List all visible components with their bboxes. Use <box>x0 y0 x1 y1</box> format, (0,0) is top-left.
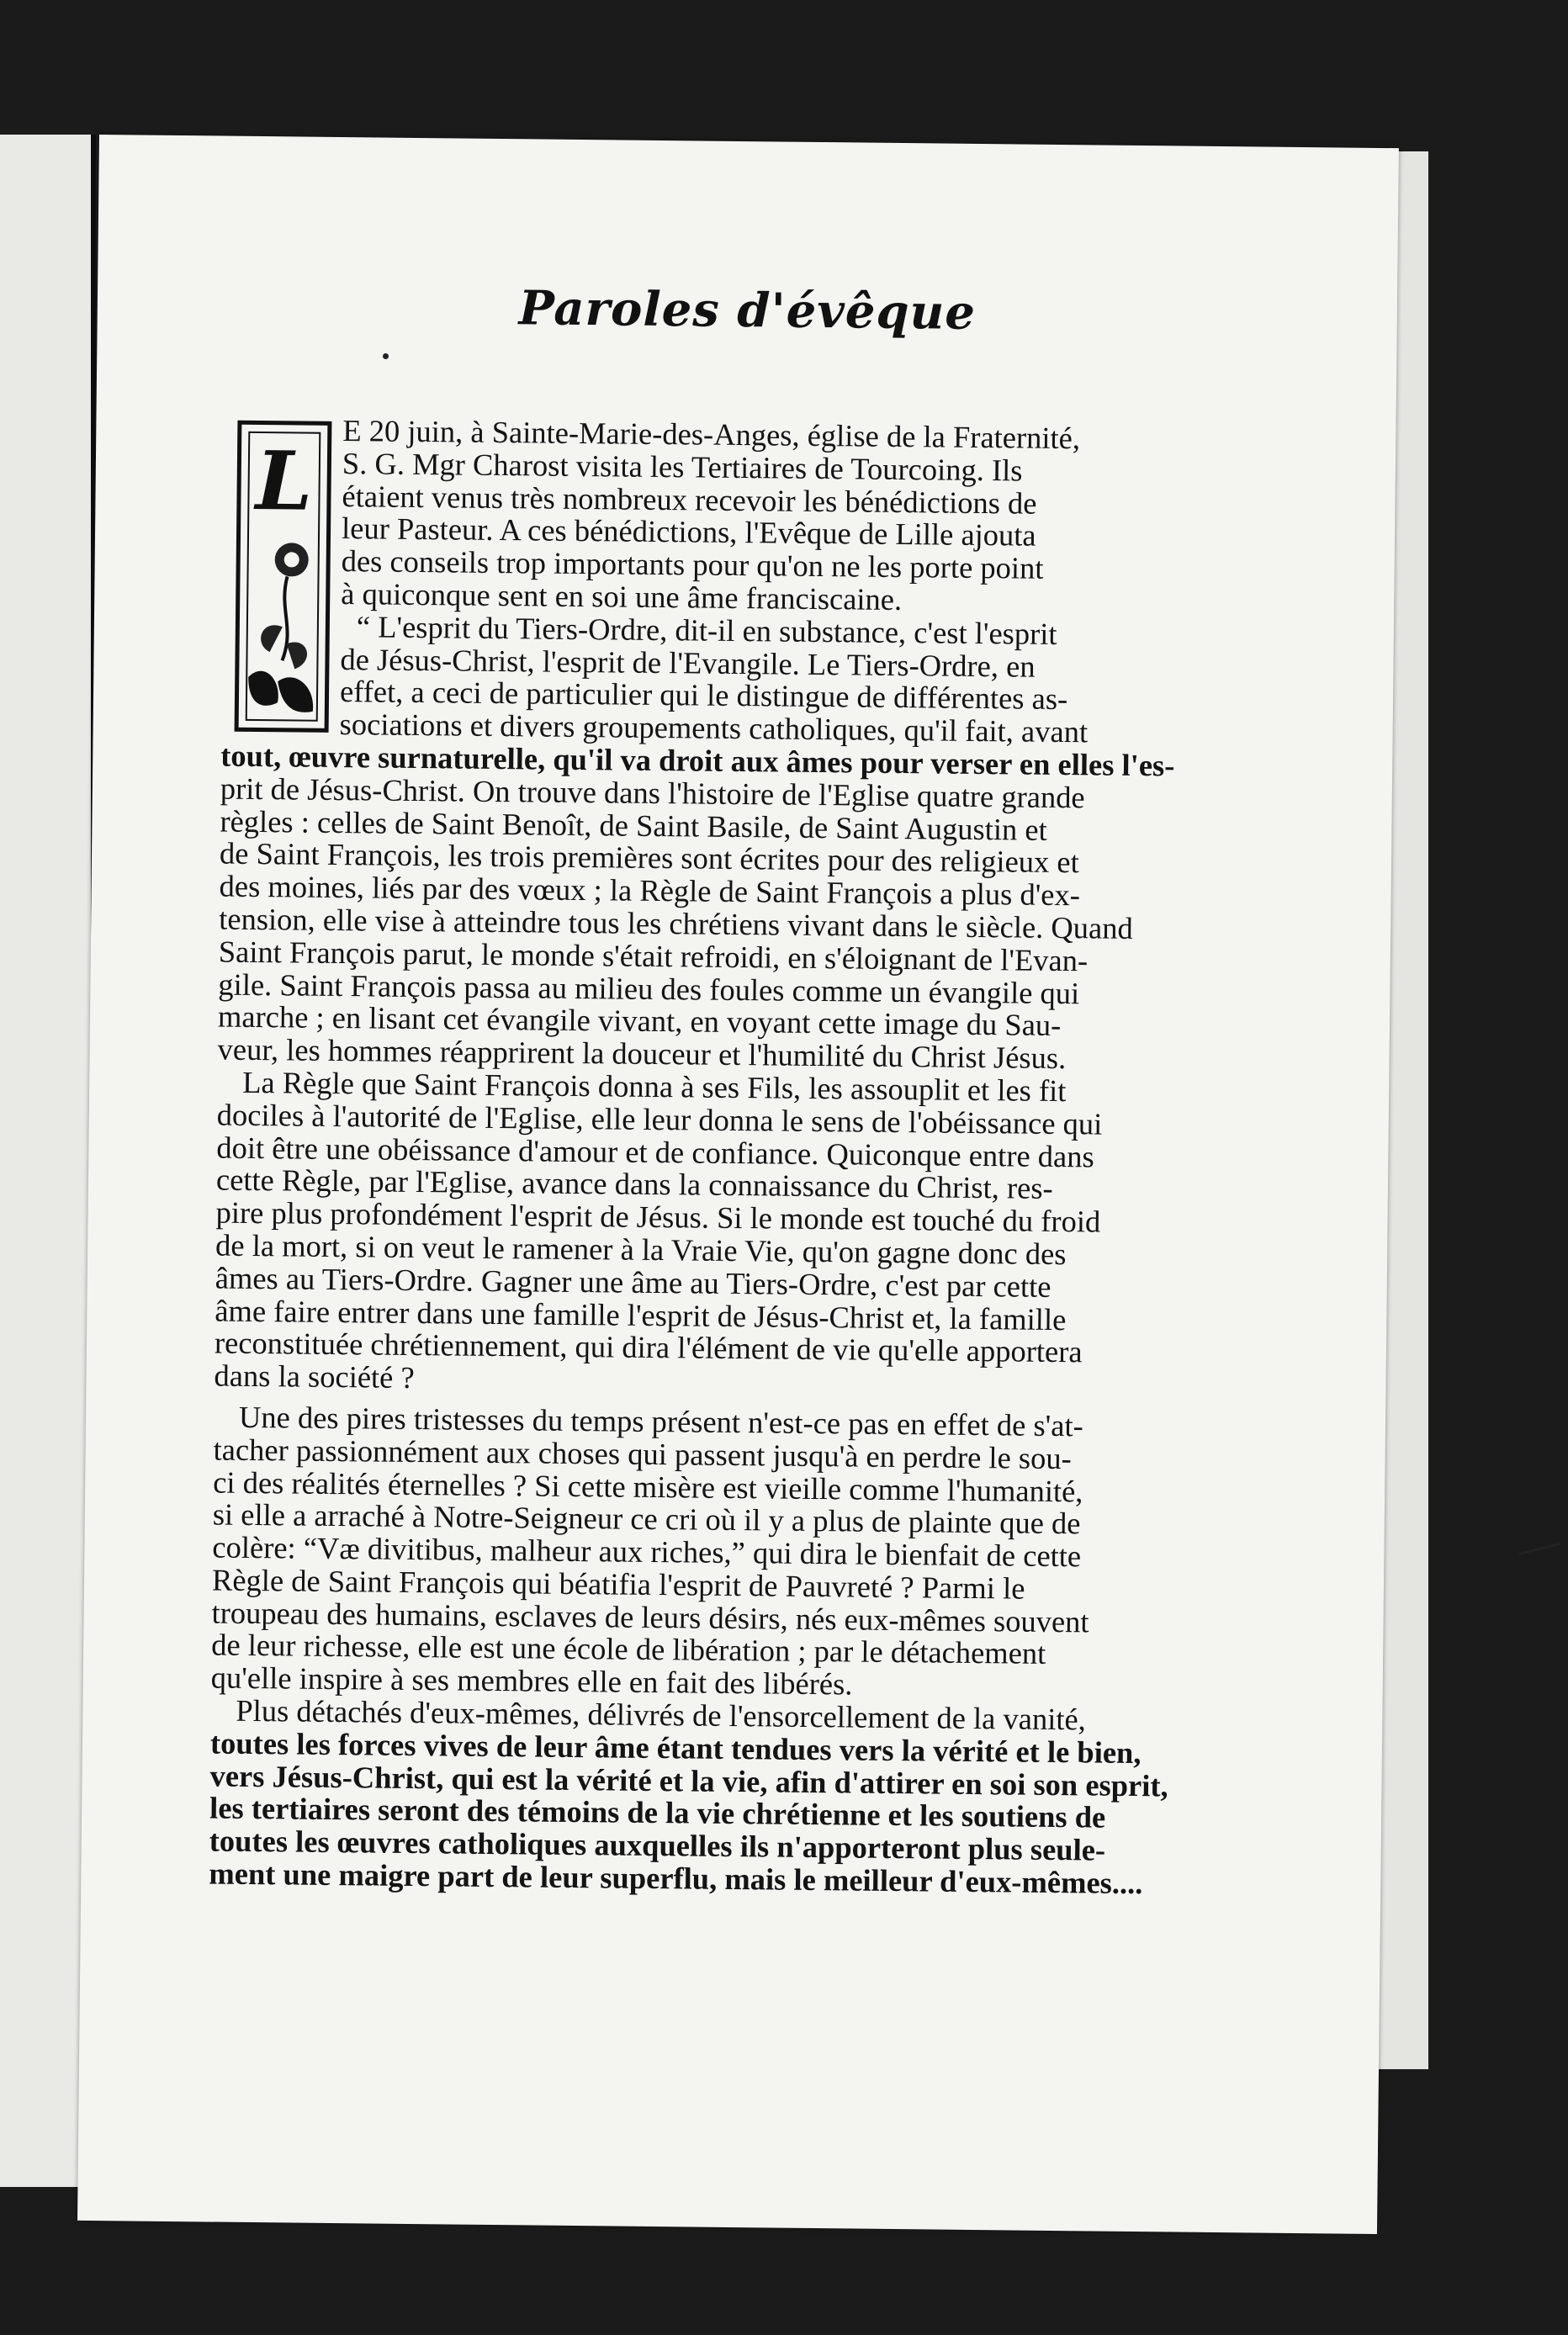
scratch-mark <box>1518 1543 1560 1555</box>
text-line: ment une maigre part de leur superflu, mais le meilleur d'eux-mêmes.... <box>209 1856 1143 1901</box>
text-line: dans la société ? <box>214 1358 415 1395</box>
text-line: prit de Jésus-Christ. On trouve dans l'histoire de l'Eglise quatre grande <box>220 770 1085 815</box>
text-line: ci des réalités éternelles ? Si cette misère est vieille comme l'humanité, <box>213 1464 1083 1508</box>
text-line: de Saint François, les trois premières sont écrites pour des religieux et <box>219 835 1079 880</box>
text-line: toutes les œuvres catholiques auxquelles ils n'apporteront plus seule- <box>209 1823 1106 1867</box>
dust-speck <box>383 353 389 359</box>
text-line: cette Règle, par l'Eglise, avance dans la connaissance du Christ, res- <box>215 1162 1053 1206</box>
text-line: règles : celles de Saint Benoît, de Saint Basile, de Saint Augustin et <box>220 803 1047 847</box>
text-line: étaient venus très nombreux recevoir les bénédictions de <box>342 478 1037 521</box>
text-line: de la mort, si on veut le ramener à la Vraie Vie, qu'on gagne donc des <box>215 1227 1067 1272</box>
text-line: âme faire entrer dans une famille l'esprit de Jésus-Christ et, la famille <box>215 1293 1067 1337</box>
text-line: Une des pires tristesses du temps présent n'est-ce pas en effet de s'at- <box>238 1399 1083 1443</box>
text-line: les tertiaires seront des témoins de la vie chrétienne et les soutiens de <box>209 1790 1106 1835</box>
dropcap-letter: L <box>255 432 314 529</box>
text-line: âmes au Tiers-Ordre. Gagner une âme au Tiers-Ordre, c'est par cette <box>215 1260 1052 1304</box>
text-line: S. G. Mgr Charost visita les Tertiaires de Tourcoing. Ils <box>342 445 1023 488</box>
text-line: qu'elle inspire à ses membres elle en fait des libérés. <box>210 1660 853 1702</box>
text-line: leur Pasteur. A ces bénédictions, l'Evêque de Lille ajouta <box>341 511 1036 553</box>
text-line: toutes les forces vives de leur âme étant tendues vers la vérité et le bien, <box>209 1725 1142 1770</box>
text-line: tacher passionnément aux choses qui passent jusqu'à en perdre le sou- <box>213 1432 1072 1475</box>
text-line: Saint François parut, le monde s'était refroidi, en s'éloignant de l'Evan- <box>218 934 1089 978</box>
text-line: sociations et divers groupements catholiques, qu'il fait, avant <box>339 707 1089 749</box>
text-line: troupeau des humains, esclaves de leurs désirs, nés eux-mêmes souvent <box>211 1595 1089 1639</box>
text-line: de leur richesse, elle est une école de libération ; par le détachement <box>210 1627 1046 1671</box>
text-line: marche ; en lisant cet évangile vivant, en voyant cette image du Sau- <box>217 998 1062 1043</box>
document-page <box>77 135 1399 2234</box>
page-title: Paroles d'évêque <box>518 280 977 341</box>
text-line: Plus détachés d'eux-mêmes, délivrés de l'ensorcellement de la vanité, <box>236 1692 1087 1737</box>
text-line: doit être une obéissance d'amour et de confiance. Quiconque entre dans <box>216 1130 1094 1173</box>
text-line: vers Jésus-Christ, qui est la vérité et la vie, afin d'attirer en soi son esprit, <box>209 1758 1168 1803</box>
article-body <box>209 414 1258 1902</box>
text-line: E 20 juin, à Sainte-Marie-des-Anges, église de la Fraternité, <box>342 413 1081 456</box>
text-line: dociles à l'autorité de l'Eglise, elle leur donna le sens de l'obéissance qui <box>216 1097 1103 1141</box>
text-line: à quiconque sent en soi une âme franciscaine. <box>341 576 903 617</box>
text-line: “ L'esprit du Tiers-Ordre, dit-il en substance, c'est l'esprit <box>356 609 1057 651</box>
text-line: des moines, liés par des vœux ; la Règle de Saint François a plus d'ex- <box>219 868 1081 913</box>
text-line: veur, les hommes réapprirent la douceur et l'humilité du Christ Jésus. <box>217 1031 1067 1076</box>
text-line: de Jésus-Christ, l'esprit de l'Evangile. Le Tiers-Ordre, en <box>340 641 1036 684</box>
text-line: La Règle que Saint François donna à ses Fils, les assouplit et les fit <box>242 1064 1067 1109</box>
text-line: pire plus profondément l'esprit de Jésus. Si le monde est touché du froid <box>215 1194 1101 1239</box>
text-line: tout, œuvre surnaturelle, qu'il va droit aux âmes pour verser en elles l'es- <box>220 738 1175 783</box>
text-line: gile. Saint François passa au milieu des foules comme un évangile qui <box>218 966 1080 1010</box>
text-line: colère: “Væ divitibus, malheur aux riches,” qui dira le bienfait de cette <box>212 1529 1082 1574</box>
text-line: si elle a arraché à Notre-Seigneur ce cri où il y a plus de plainte que de <box>212 1496 1081 1541</box>
text-line: reconstituée chrétiennement, qui dira l'élément de vie qu'elle apportera <box>214 1325 1083 1369</box>
text-line: Règle de Saint François qui béatifia l'esprit de Pauvreté ? Parmi le <box>211 1562 1025 1606</box>
text-line: effet, a ceci de particulier qui le distingue de différentes as- <box>339 674 1068 717</box>
text-line: tension, elle vise à atteindre tous les chrétiens vivant dans le siècle. Quand <box>219 901 1133 945</box>
text-line: des conseils trop importants pour qu'on ne les porte point <box>341 543 1044 585</box>
